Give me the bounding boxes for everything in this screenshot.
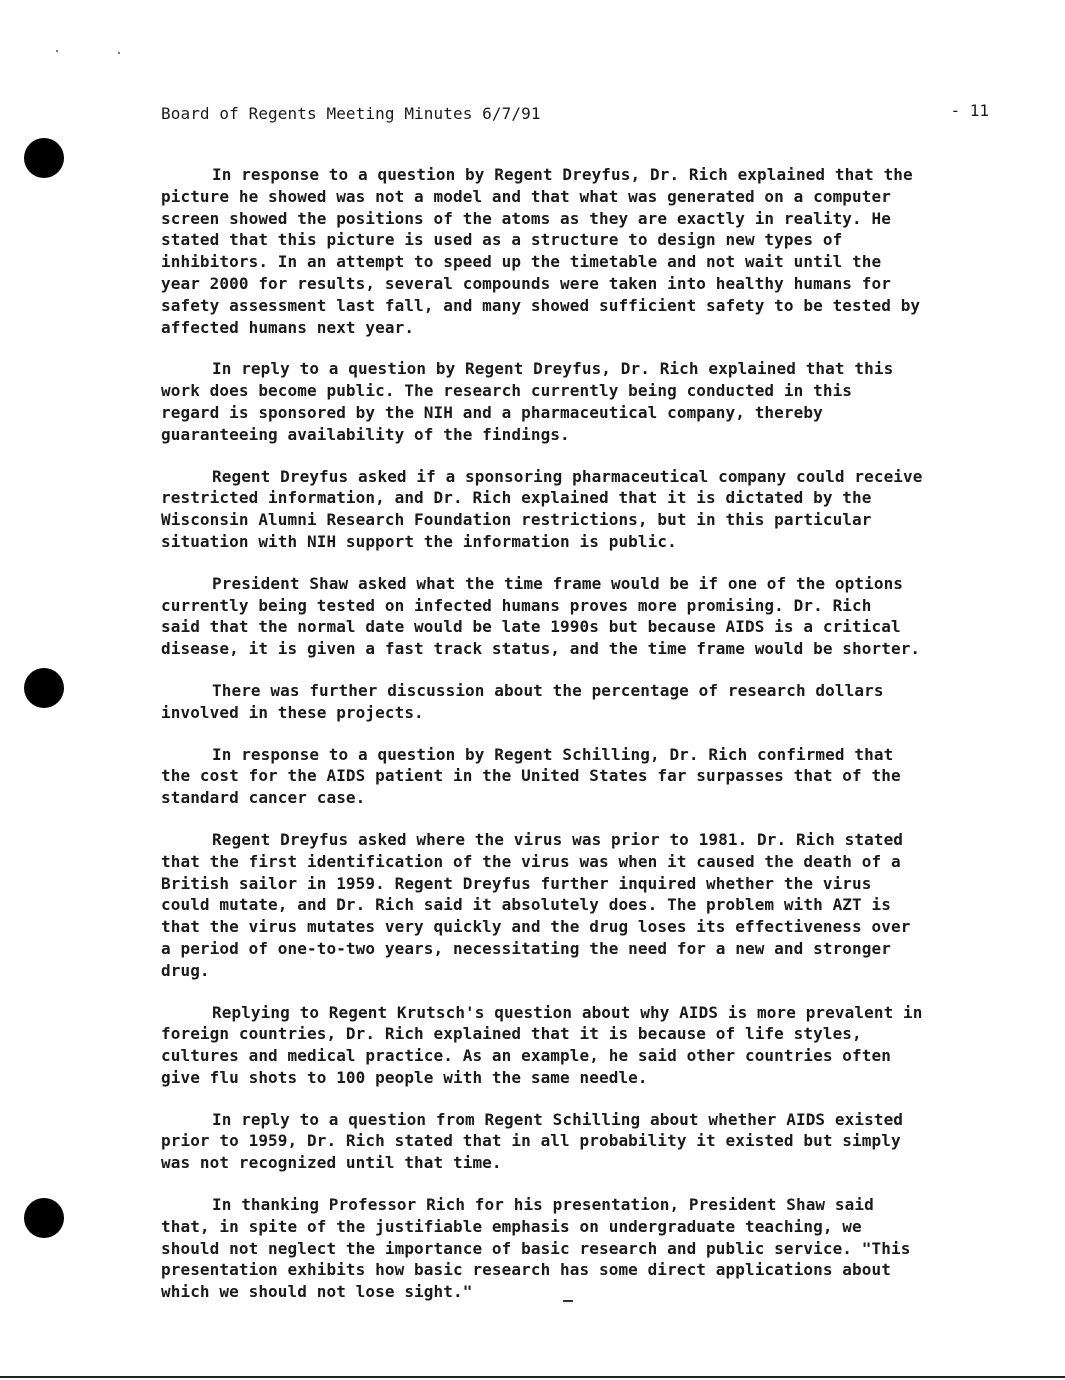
paragraph-8: Replying to Regent Krutsch's question about why AIDS is more prevalent in foreign countries, Dr. Rich explained that it is because of life styles, cultures and medical practice. As an example, he said other countries often give flu shots to 100 people with the same needle. bbox=[161, 1002, 923, 1087]
paragraph-6: In response to a question by Regent Schilling, Dr. Rich confirmed that the cost for the AIDS patient in the United States far surpasses that of the standard cancer case. bbox=[161, 744, 901, 808]
paragraph-9: In reply to a question from Regent Schilling about whether AIDS existed prior to 1959, Dr. Rich stated that in all probability it existed but simply was not recognized until that time. bbox=[161, 1109, 904, 1173]
page-number: - 11 bbox=[950, 101, 989, 120]
paragraph-10: In thanking Professor Rich for his presentation, President Shaw said that, in spite of the justifiable emphasis on undergraduate teaching, we should not neglect the importance of basic research and public service. "This presentation exhibits how basic research has some direct applications about which we should not lose sight." bbox=[161, 1195, 911, 1302]
scan-speck bbox=[118, 52, 120, 54]
minutes-body bbox=[161, 164, 991, 1323]
page-bottom-edge bbox=[0, 1376, 1065, 1378]
punch-hole-middle bbox=[24, 668, 64, 708]
header-title: Board of Regents Meeting Minutes 6/7/91 bbox=[161, 104, 541, 123]
paragraph-4: President Shaw asked what the time frame would be if one of the options currently being tested on infected humans proves more promising. Dr. Rich said that the normal date would be late 1990s but because AIDS is a critical disease, it is given a fast track status, and the time frame would be shorter. bbox=[161, 573, 921, 659]
paragraph-1: In response to a question by Regent Dreyfus, Dr. Rich explained that the picture he showed was not a model and that what was generated on a computer screen showed the positions of the atoms as they are exactly in reality. He stated that this picture is used as a structure to design new types of inhibitors. In an attempt to speed up the timetable and not wait until the year 2000 for results, several compounds were taken into healthy humans for safety assessment last fall, and many showed sufficient safety to be tested by affected humans next year. bbox=[161, 165, 921, 337]
footer-dash bbox=[563, 1300, 573, 1302]
paragraph-5: There was further discussion about the percentage of research dollars involved in these projects. bbox=[161, 680, 884, 722]
punch-hole-top bbox=[24, 138, 64, 178]
paragraph-2: In reply to a question by Regent Dreyfus, Dr. Rich explained that this work does become public. The research currently being conducted in this regard is sponsored by the NIH and a pharmaceutical company, thereby guaranteeing availability of the findings. bbox=[161, 359, 894, 444]
page-header bbox=[161, 101, 991, 128]
punch-hole-bottom bbox=[24, 1198, 64, 1238]
paragraph-3: Regent Dreyfus asked if a sponsoring pharmaceutical company could receive restricted information, and Dr. Rich explained that it is dictated by the Wisconsin Alumni Research Foundation restrictions, but in this particular situation with NIH support the information is public. bbox=[161, 466, 923, 551]
paragraph-7: Regent Dreyfus asked where the virus was prior to 1981. Dr. Rich stated that the first identification of the virus was when it caused the death of a British sailor in 1959. Regent Dreyfus further inquired whether the virus could mutate, and Dr. Rich said it absolutely does. The problem with AZT is that the virus mutates very quickly and the drug loses its effectiveness over a period of one-to-two years, necessitating the need for a new and stronger drug. bbox=[161, 829, 911, 980]
scan-speck bbox=[56, 50, 58, 52]
